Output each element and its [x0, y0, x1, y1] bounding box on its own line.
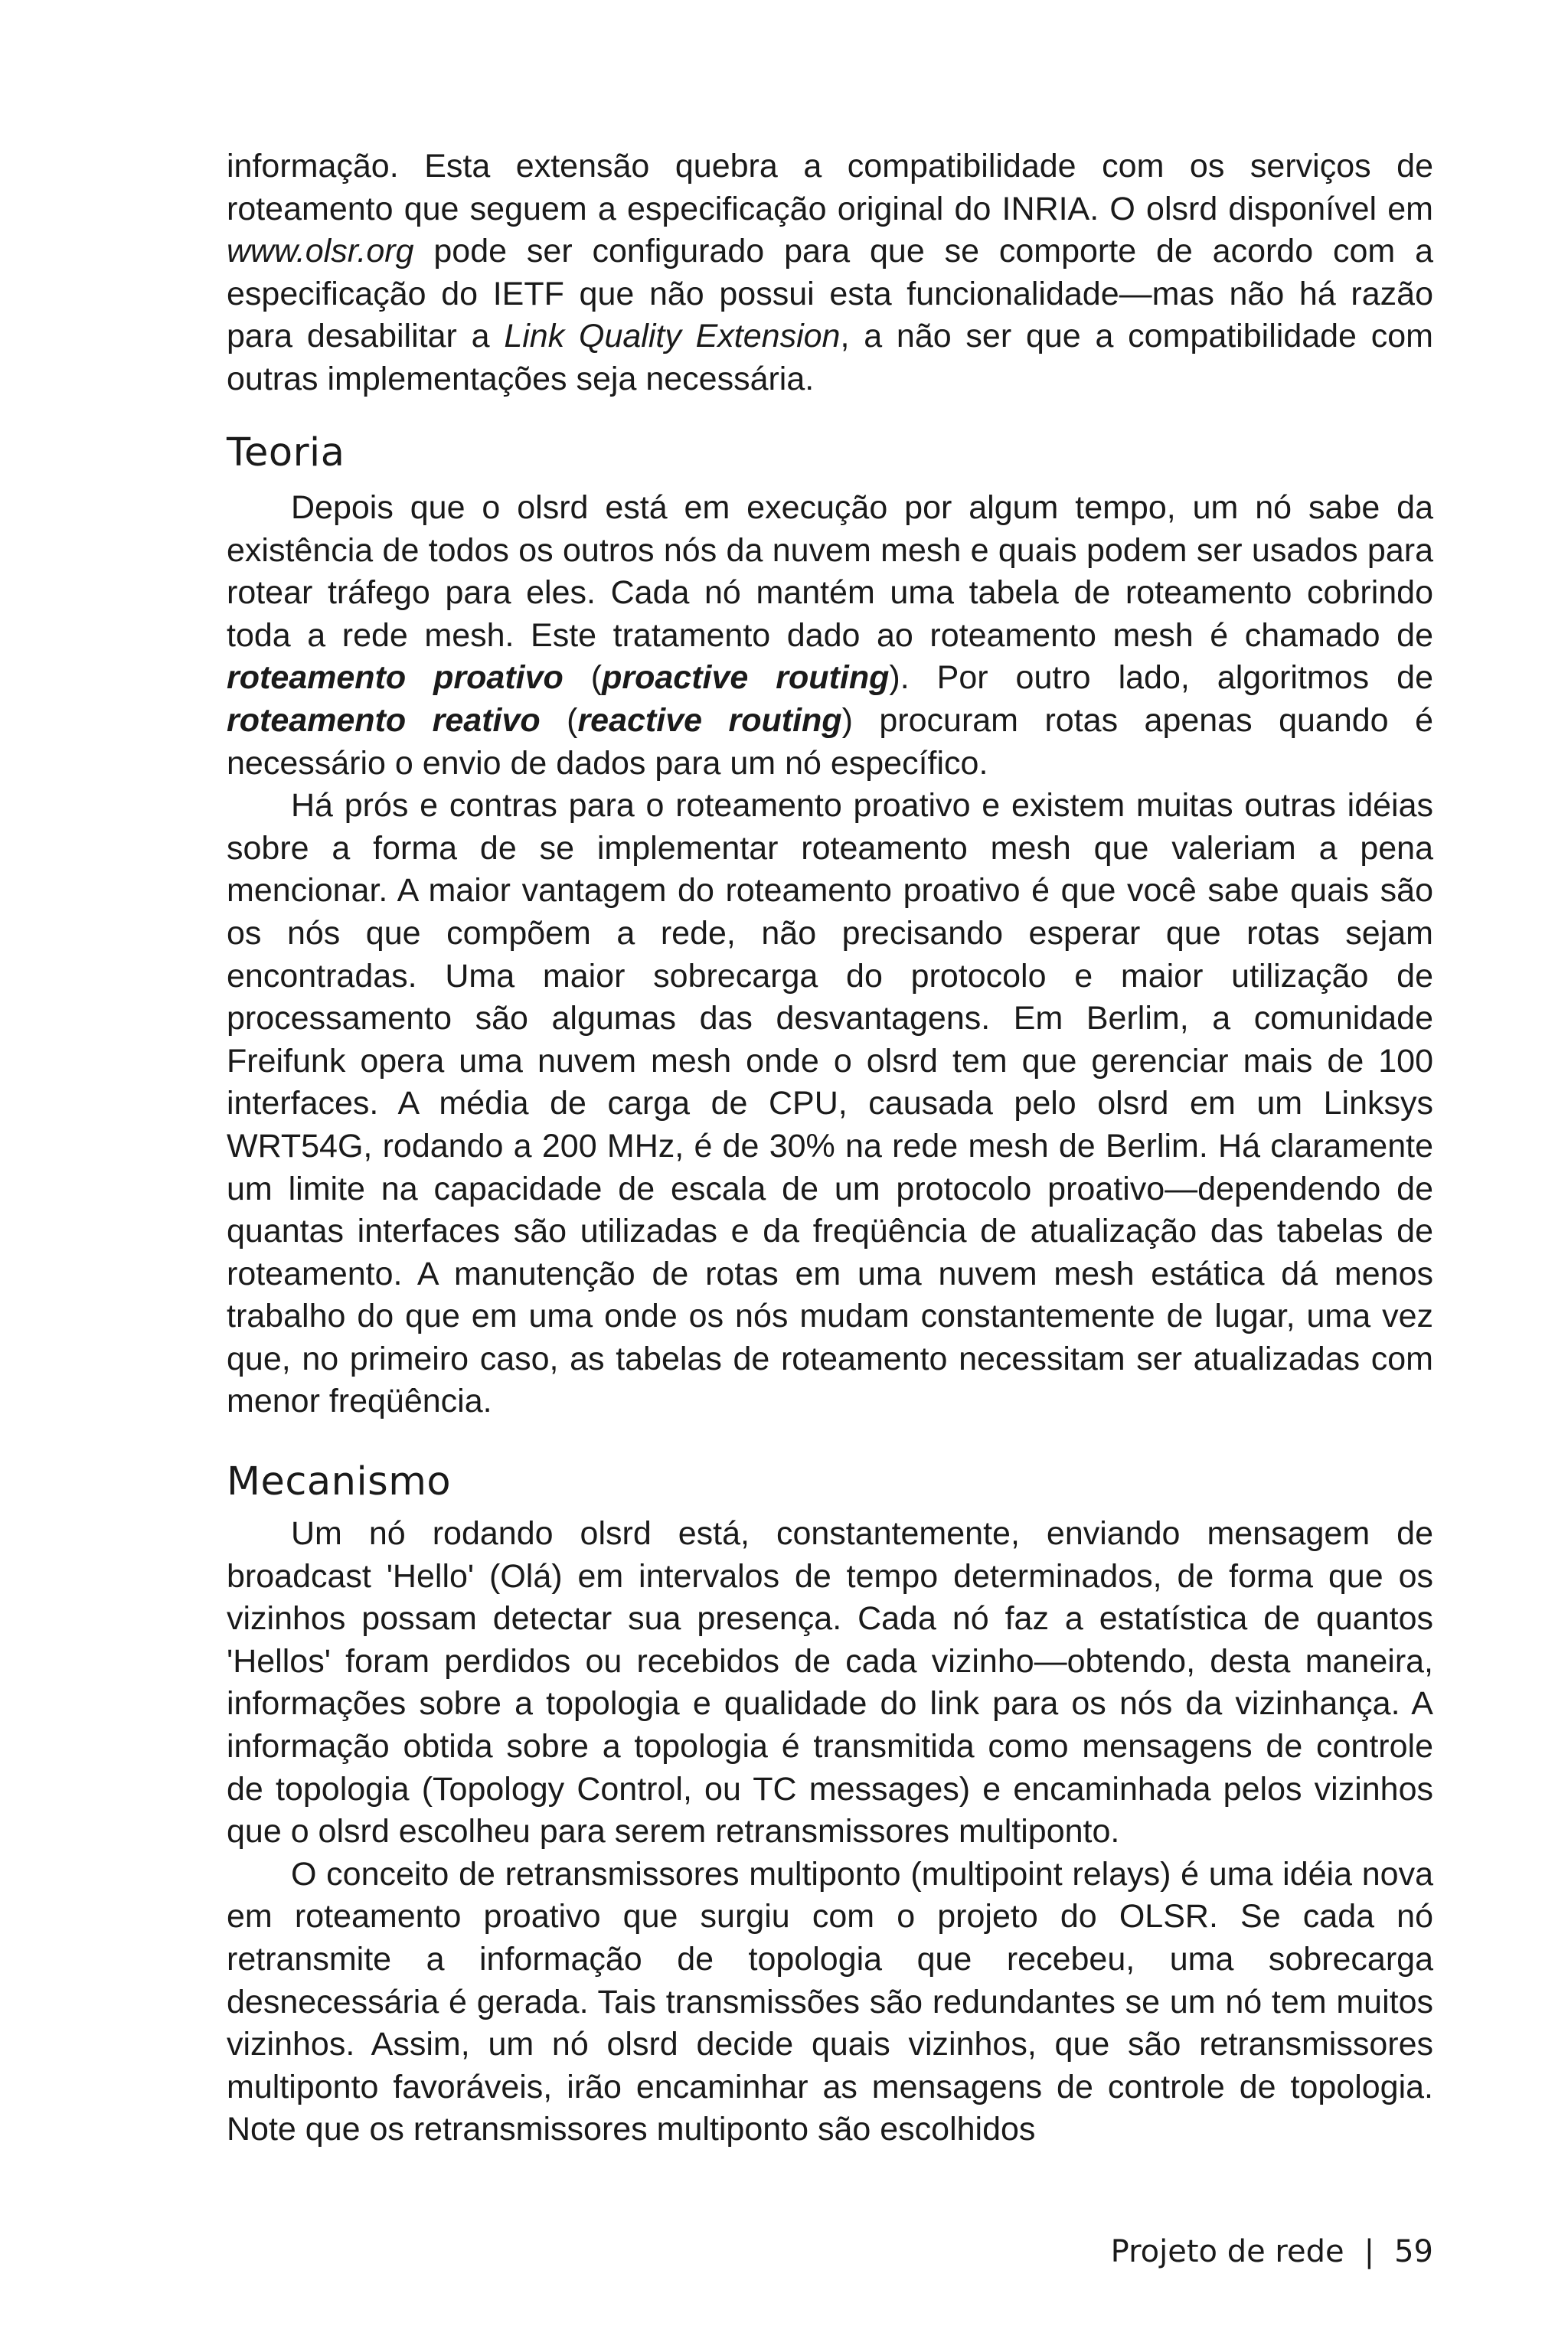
olsr-url-link: www.olsr.org	[227, 233, 414, 270]
term-reactive-routing: reactive routing	[577, 701, 842, 739]
mecanismo-paragraph-1: Um nó rodando olsrd está, constantemente, enviando mensagem de broadcast 'Hello' (Olá) em intervalos de tempo determinados, de forma que os vizinhos possam detectar sua presença. Cada nó faz a estatística de quantos 'Hellos' foram perdidos ou recebidos de cada vizinho—obtendo, desta maneira, informações sobre a topologia e qualidade do link para os nós da vizinhança. A informação obtida sobre a topologia é transmitida como mensagens de controle de topologia (Topology Control, ou TC messages) e encaminhada pelos vizinhos que o olsrd escolheu para serem retransmissores multiponto.	[227, 1515, 1433, 1851]
footer-separator: |	[1364, 2234, 1375, 2269]
mecanismo-paragraph-2: O conceito de retransmissores multiponto (multipoint relays) é uma idéia nova em roteamento proativo que surgiu com o projeto do OLSR. Se cada nó retransmite a informação de topologia que recebeu, uma sobrecarga desnecessária é gerada. Tais transmissões são redundantes se um nó tem muitos vizinhos. Assim, um nó olsrd decide quais vizinhos, que são retransmissores multiponto favoráveis, irão encaminhar as mensagens de controle de topologia. Note que os retransmissores multiponto são escolhidos	[227, 1855, 1433, 2148]
term-roteamento-proativo: roteamento proativo	[227, 659, 564, 697]
footer-section-title: Projeto de rede	[1110, 2234, 1344, 2269]
term-proactive-routing: proactive routing	[602, 659, 890, 697]
mecanismo-section	[227, 1513, 1433, 2151]
page-footer	[1111, 2233, 1433, 2271]
link-quality-extension-term: Link Quality Extension	[504, 318, 841, 355]
section-heading-teoria: Teoria	[227, 430, 345, 475]
term-roteamento-reativo: roteamento reativo	[227, 701, 541, 739]
teoria-paragraph-1: Depois que o olsrd está em execução por algum tempo, um nó sabe da existência de todos os outros nós da nuvem mesh e quais podem ser usados para rotear tráfego para eles. Cada nó mantém uma tabela de roteamento cobrindo toda a rede mesh. Este tratamento dado ao roteamento mesh é chamado de roteamento proativo (proactive routing). Por outro lado, algoritmos de roteamento reativo (reactive routing) procuram rotas apenas quando é necessário o envio de dados para um nó específico.	[227, 489, 1433, 782]
page-number: 59	[1394, 2234, 1433, 2269]
intro-paragraph: informação. Esta extensão quebra a compatibilidade com os serviços de roteamento que seguem a especificação original do INRIA. O olsrd disponível em www.olsr.org pode ser configurado para que se comporte de acordo com a especificação do IETF que não possui esta funcionalidade—mas não há razão para desabilitar a Link Quality Extension, a não ser que a compatibilidade com outras implementações seja necessária.	[227, 148, 1433, 397]
intro-section	[227, 145, 1433, 401]
teoria-paragraph-2: Há prós e contras para o roteamento proativo e existem muitas outras idéias sobre a forma de se implementar roteamento mesh que valeriam a pena mencionar. A maior vantagem do roteamento proativo é que você sabe quais são os nós que compõem a rede, não precisando esperar que rotas sejam encontradas. Uma maior sobrecarga do protocolo e maior utilização de processamento são algumas das desvantagens. Em Berlim, a comunidade Freifunk opera uma nuvem mesh onde o olsrd tem que gerenciar mais de 100 interfaces. A média de carga de CPU, causada pelo olsrd em um Linksys WRT54G, rodando a 200 MHz, é de 30% na rede mesh de Berlim. Há claramente um limite na capacidade de escala de um protocolo proativo—dependendo de quantas interfaces são utilizadas e da freqüência de atualização das tabelas de roteamento. A manutenção de rotas em uma nuvem mesh estática dá menos trabalho do que em uma onde os nós mudam constantemente de lugar, uma vez que, no primeiro caso, as tabelas de roteamento necessitam ser atualizadas com menor freqüência.	[227, 787, 1433, 1420]
section-heading-mecanismo: Mecanismo	[227, 1459, 452, 1504]
teoria-section	[227, 487, 1433, 1423]
